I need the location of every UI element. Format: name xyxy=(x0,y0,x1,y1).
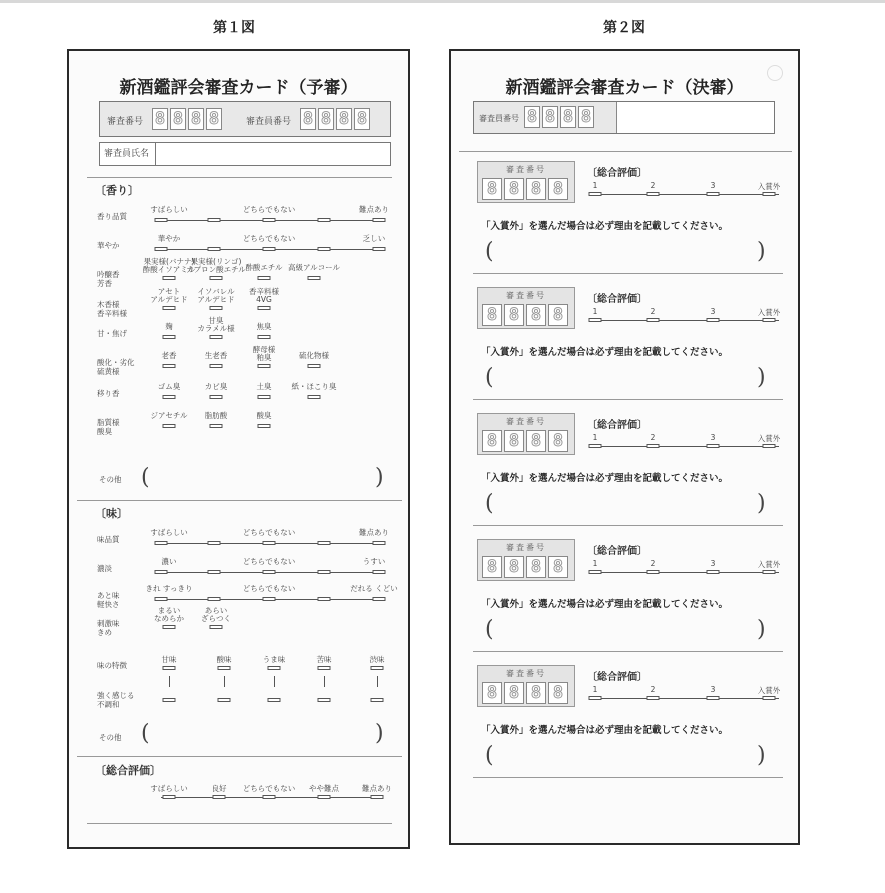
descriptor-label: 甘臭 カラメル様 xyxy=(197,316,235,333)
disharmony-checkbox[interactable] xyxy=(268,698,281,702)
digit-box[interactable]: 8 xyxy=(152,108,168,130)
descriptor-checkbox[interactable] xyxy=(163,424,176,428)
paren-close: ) xyxy=(375,465,384,490)
taste-feature-label: 酸味 xyxy=(216,655,232,664)
digit-box[interactable]: 8 xyxy=(482,682,502,704)
judge-number-digits[interactable] xyxy=(524,106,594,128)
rating-checkbox[interactable] xyxy=(208,570,221,574)
rating-checkbox[interactable] xyxy=(707,696,720,700)
scale-option-label: どちらでもない xyxy=(242,205,296,214)
descriptor-checkbox[interactable] xyxy=(210,625,223,629)
scale-number: 入賞外 xyxy=(757,308,781,317)
sample-number-label: 審査番号 xyxy=(506,165,546,174)
digit-box[interactable]: 8 xyxy=(560,106,576,128)
paren-close: ) xyxy=(757,365,766,390)
scale-option-label: 華やか xyxy=(157,234,181,243)
taste-feature-checkbox[interactable] xyxy=(268,666,281,670)
rating-checkbox[interactable] xyxy=(647,192,660,196)
sample-number-box xyxy=(477,539,575,581)
row-label: あと味 軽快さ xyxy=(97,591,120,609)
scale-number: 3 xyxy=(710,181,716,190)
descriptor-checkbox[interactable] xyxy=(163,395,176,399)
reason-instruction: 「入賞外」を選んだ場合は必ず理由を記載してください。 xyxy=(481,599,729,610)
row-label: 吟醸香 芳香 xyxy=(97,270,120,288)
aji-other-input[interactable] xyxy=(149,721,371,747)
row-label: 酸化・劣化 硫黄様 xyxy=(97,358,135,376)
reason-instruction: 「入賞外」を選んだ場合は必ず理由を記載してください。 xyxy=(481,725,729,736)
digit-box[interactable]: 8 xyxy=(482,304,502,326)
rating-checkbox[interactable] xyxy=(263,541,276,545)
card2-title: 新酒鑑評会審査カード（決審） xyxy=(505,78,744,98)
rating-checkbox[interactable] xyxy=(589,444,602,448)
row-label: 味の特徴 xyxy=(97,661,127,670)
reason-input[interactable] xyxy=(495,743,753,769)
rating-checkbox[interactable] xyxy=(318,597,331,601)
digit-box[interactable]: 8 xyxy=(548,430,568,452)
divider xyxy=(87,177,392,178)
rating-checkbox[interactable] xyxy=(263,597,276,601)
paren-open: ( xyxy=(141,465,150,490)
descriptor-checkbox[interactable] xyxy=(163,276,176,280)
disharmony-checkbox[interactable] xyxy=(218,698,231,702)
rating-scale-line xyxy=(591,698,779,699)
digit-box[interactable]: 8 xyxy=(542,106,558,128)
rating-checkbox[interactable] xyxy=(318,570,331,574)
digit-box[interactable]: 8 xyxy=(526,430,546,452)
descriptor-checkbox[interactable] xyxy=(258,395,271,399)
digit-box[interactable]: 8 xyxy=(482,556,502,578)
rating-checkbox[interactable] xyxy=(373,247,386,251)
disharmony-checkbox[interactable] xyxy=(371,698,384,702)
shinsain-number-digits[interactable] xyxy=(300,108,370,130)
divider xyxy=(473,399,783,400)
taste-feature-label: 甘味 xyxy=(161,655,177,664)
overall-checkbox[interactable] xyxy=(318,795,331,799)
preliminary-judging-card xyxy=(67,49,410,849)
digit-box[interactable]: 8 xyxy=(526,178,546,200)
paren-open: ( xyxy=(485,365,494,390)
shinsain-number-label: 審査員番号 xyxy=(479,114,519,123)
row-label: 甘・焦げ xyxy=(97,329,127,338)
aji-other-label: その他 xyxy=(99,733,122,742)
taste-feature-label: 渋味 xyxy=(369,655,385,664)
taste-feature-checkbox[interactable] xyxy=(163,666,176,670)
rating-checkbox[interactable] xyxy=(707,570,720,574)
digit-box[interactable]: 8 xyxy=(526,556,546,578)
descriptor-label: 生老香 xyxy=(204,351,228,360)
sample-number-box xyxy=(477,287,575,329)
descriptor-checkbox[interactable] xyxy=(210,364,223,368)
shinsa-number-label: 審査番号 xyxy=(107,117,144,127)
scale-number: 1 xyxy=(592,685,598,694)
descriptor-checkbox[interactable] xyxy=(210,335,223,339)
reason-input[interactable] xyxy=(495,239,753,265)
descriptor-label: 酵母様 粕臭 xyxy=(252,345,276,362)
scale-number: 入賞外 xyxy=(757,560,781,569)
descriptor-checkbox[interactable] xyxy=(163,306,176,310)
scale-option-label: どちらでもない xyxy=(242,557,296,566)
rating-checkbox[interactable] xyxy=(263,247,276,251)
rating-checkbox[interactable] xyxy=(208,597,221,601)
rating-checkbox[interactable] xyxy=(318,247,331,251)
digit-box[interactable]: 8 xyxy=(206,108,222,130)
rating-checkbox[interactable] xyxy=(763,318,776,322)
digit-box[interactable]: 8 xyxy=(300,108,316,130)
top-border xyxy=(0,0,885,3)
descriptor-label: 高級アルコール xyxy=(287,263,341,272)
row-label: 濃淡 xyxy=(97,564,112,573)
taste-feature-checkbox[interactable] xyxy=(318,666,331,670)
paren-close: ) xyxy=(757,743,766,768)
descriptor-checkbox[interactable] xyxy=(210,395,223,399)
judge-name-space[interactable] xyxy=(617,102,774,133)
scale-number: 2 xyxy=(650,685,656,694)
overall-option-label: どちらでもない xyxy=(242,784,296,793)
paren-open: ( xyxy=(141,721,150,746)
rating-checkbox[interactable] xyxy=(763,570,776,574)
sample-number-label: 審査番号 xyxy=(506,291,546,300)
descriptor-label: イソバレル アルデヒド xyxy=(197,287,235,304)
digit-box[interactable]: 8 xyxy=(482,430,502,452)
rating-checkbox[interactable] xyxy=(589,570,602,574)
connector-line xyxy=(274,676,275,687)
scale-number: 1 xyxy=(592,559,598,568)
rating-checkbox[interactable] xyxy=(373,570,386,574)
rating-checkbox[interactable] xyxy=(208,218,221,222)
overall-eval-title: 〔総合評価〕 xyxy=(587,294,647,305)
rating-checkbox[interactable] xyxy=(155,570,168,574)
descriptor-label: 果実様(バナナ) 酢酸イソアミル xyxy=(142,257,196,274)
figure2-caption: 第２図 xyxy=(603,20,645,36)
taste-feature-label: 苦味 xyxy=(316,655,332,664)
rating-checkbox[interactable] xyxy=(318,541,331,545)
row-label: 移り香 xyxy=(97,389,120,398)
connector-line xyxy=(169,676,170,687)
digit-box[interactable]: 8 xyxy=(354,108,370,130)
descriptor-label: 脂肪酸 xyxy=(204,411,228,420)
rating-checkbox[interactable] xyxy=(208,541,221,545)
disharmony-checkbox[interactable] xyxy=(163,698,176,702)
digit-box[interactable]: 8 xyxy=(526,682,546,704)
sample-number-digits[interactable] xyxy=(482,430,568,452)
digit-box[interactable]: 8 xyxy=(548,556,568,578)
rating-checkbox[interactable] xyxy=(208,247,221,251)
descriptor-label: 紙・ほこり臭 xyxy=(291,382,337,391)
rating-checkbox[interactable] xyxy=(647,318,660,322)
descriptor-label: ジアセチル xyxy=(150,411,188,420)
rating-checkbox[interactable] xyxy=(589,318,602,322)
connector-line xyxy=(377,676,378,687)
divider xyxy=(473,525,783,526)
digit-box[interactable]: 8 xyxy=(482,178,502,200)
rating-checkbox[interactable] xyxy=(373,218,386,222)
overall-eval-title: 〔総合評価〕 xyxy=(587,168,647,179)
scale-option-label: 濃い xyxy=(161,557,177,566)
scale-number: 3 xyxy=(710,559,716,568)
descriptor-checkbox[interactable] xyxy=(258,306,271,310)
digit-box[interactable]: 8 xyxy=(318,108,334,130)
descriptor-checkbox[interactable] xyxy=(258,276,271,280)
descriptor-label: 果実様(リンゴ) カプロン酸エチル xyxy=(186,257,246,274)
divider xyxy=(77,500,402,501)
rating-scale-line xyxy=(591,572,779,573)
row-label: 刺激味 きめ xyxy=(97,619,120,637)
sample-number-digits[interactable] xyxy=(482,178,568,200)
scale-number: 入賞外 xyxy=(757,182,781,191)
divider xyxy=(473,273,783,274)
descriptor-label: カビ臭 xyxy=(204,382,228,391)
paren-close: ) xyxy=(757,617,766,642)
digit-box[interactable]: 8 xyxy=(526,304,546,326)
digit-box[interactable]: 8 xyxy=(548,304,568,326)
scale-option-label: 乏しい xyxy=(362,234,386,243)
descriptor-checkbox[interactable] xyxy=(210,276,223,280)
rating-checkbox[interactable] xyxy=(373,541,386,545)
rating-checkbox[interactable] xyxy=(589,696,602,700)
descriptor-checkbox[interactable] xyxy=(308,364,321,368)
reason-input[interactable] xyxy=(495,617,753,643)
scale-option-label: すばらしい xyxy=(150,528,188,537)
taste-feature-checkbox[interactable] xyxy=(218,666,231,670)
scale-number: 1 xyxy=(592,433,598,442)
paren-close: ) xyxy=(757,239,766,264)
descriptor-label: 老香 xyxy=(161,351,177,360)
scale-number: 入賞外 xyxy=(757,686,781,695)
sample-number-box xyxy=(477,161,575,203)
paren-open: ( xyxy=(485,743,494,768)
row-label: 脂質様 酸臭 xyxy=(97,418,120,436)
reason-input[interactable] xyxy=(495,491,753,517)
scale-option-label: すばらしい xyxy=(150,205,188,214)
scale-option-label: うすい xyxy=(362,557,386,566)
sample-number-digits[interactable] xyxy=(482,556,568,578)
digit-box[interactable]: 8 xyxy=(504,682,524,704)
descriptor-checkbox[interactable] xyxy=(258,335,271,339)
kaori-other-input[interactable] xyxy=(149,465,371,491)
digit-box[interactable]: 8 xyxy=(336,108,352,130)
descriptor-checkbox[interactable] xyxy=(308,395,321,399)
rating-checkbox[interactable] xyxy=(589,192,602,196)
sample-number-box xyxy=(477,413,575,455)
kaori-section-title: 〔香り〕 xyxy=(95,184,139,197)
digit-box[interactable]: 8 xyxy=(504,304,524,326)
descriptor-checkbox[interactable] xyxy=(163,335,176,339)
rating-checkbox[interactable] xyxy=(373,597,386,601)
paren-open: ( xyxy=(485,617,494,642)
descriptor-label: ゴム臭 xyxy=(157,382,181,391)
digit-box[interactable]: 8 xyxy=(504,430,524,452)
overall-eval-title: 〔総合評価〕 xyxy=(587,672,647,683)
sample-number-label: 審査番号 xyxy=(506,543,546,552)
scale-number: 3 xyxy=(710,433,716,442)
scale-option-label: どちらでもない xyxy=(242,584,296,593)
scale-option-label: どちらでもない xyxy=(242,234,296,243)
overall-eval-title: 〔総合評価〕 xyxy=(587,420,647,431)
descriptor-checkbox[interactable] xyxy=(258,364,271,368)
descriptor-checkbox[interactable] xyxy=(210,424,223,428)
aji-section-title: 〔味〕 xyxy=(95,507,128,520)
rating-checkbox[interactable] xyxy=(763,444,776,448)
rating-checkbox[interactable] xyxy=(263,218,276,222)
rating-checkbox[interactable] xyxy=(647,570,660,574)
overall-checkbox[interactable] xyxy=(213,795,226,799)
taste-feature-checkbox[interactable] xyxy=(371,666,384,670)
scale-number: 1 xyxy=(592,181,598,190)
digit-box[interactable]: 8 xyxy=(548,682,568,704)
sample-number-digits[interactable] xyxy=(482,304,568,326)
rating-checkbox[interactable] xyxy=(647,444,660,448)
scale-number: 入賞外 xyxy=(757,434,781,443)
paren-open: ( xyxy=(485,491,494,516)
rating-checkbox[interactable] xyxy=(155,541,168,545)
row-label: 華やか xyxy=(97,241,120,250)
rating-checkbox[interactable] xyxy=(263,570,276,574)
reason-input[interactable] xyxy=(495,365,753,391)
rating-checkbox[interactable] xyxy=(155,597,168,601)
descriptor-label: あらい ざらつく xyxy=(201,606,231,623)
sample-number-box xyxy=(477,665,575,707)
sample-number-label: 審査番号 xyxy=(506,669,546,678)
rating-checkbox[interactable] xyxy=(318,218,331,222)
rating-checkbox[interactable] xyxy=(707,192,720,196)
sample-number-label: 審査番号 xyxy=(506,417,546,426)
divider xyxy=(473,777,783,778)
divider xyxy=(473,651,783,652)
rating-checkbox[interactable] xyxy=(707,318,720,322)
overall-option-label: やや難点 xyxy=(309,784,339,793)
descriptor-checkbox[interactable] xyxy=(163,625,176,629)
scale-option-label: 難点あり xyxy=(359,205,389,214)
judge-name-label: 審査員氏名 xyxy=(104,143,156,165)
row-label: 味品質 xyxy=(97,535,120,544)
connector-line xyxy=(324,676,325,687)
descriptor-label: 酢酸エチル xyxy=(245,263,283,272)
reason-instruction: 「入賞外」を選んだ場合は必ず理由を記載してください。 xyxy=(481,221,729,232)
divider xyxy=(77,756,402,757)
descriptor-checkbox[interactable] xyxy=(258,424,271,428)
descriptor-checkbox[interactable] xyxy=(163,364,176,368)
rating-checkbox[interactable] xyxy=(763,696,776,700)
digit-box[interactable]: 8 xyxy=(188,108,204,130)
shinsain-number-label: 審査員番号 xyxy=(246,117,292,127)
reason-instruction: 「入賞外」を選んだ場合は必ず理由を記載してください。 xyxy=(481,347,729,358)
row-label: 強く感じる 不調和 xyxy=(97,691,135,709)
rating-scale-line xyxy=(591,320,779,321)
digit-box[interactable]: 8 xyxy=(504,556,524,578)
digit-box[interactable]: 8 xyxy=(548,178,568,200)
descriptor-label: まるい なめらか xyxy=(154,606,184,623)
descriptor-label: 焦臭 xyxy=(256,322,272,331)
shinsa-number-digits[interactable] xyxy=(152,108,222,130)
overall-option-label: 難点あり xyxy=(362,784,392,793)
descriptor-label: 土臭 xyxy=(256,382,272,391)
rating-checkbox[interactable] xyxy=(155,247,168,251)
digit-box[interactable]: 8 xyxy=(578,106,594,128)
overall-eval-title: 〔総合評価〕 xyxy=(587,546,647,557)
descriptor-label: アセト アルデヒド xyxy=(150,287,188,304)
overall-option-label: 良好 xyxy=(211,784,227,793)
judge-number-row xyxy=(473,101,775,134)
overall-option-label: すばらしい xyxy=(150,784,188,793)
digit-box[interactable]: 8 xyxy=(170,108,186,130)
descriptor-label: 酸臭 xyxy=(256,411,272,420)
descriptor-label: 麹 xyxy=(165,322,173,331)
divider xyxy=(459,151,792,152)
scale-number: 2 xyxy=(650,307,656,316)
final-judging-card xyxy=(449,49,800,845)
digit-box[interactable]: 8 xyxy=(524,106,540,128)
overall-checkbox[interactable] xyxy=(163,795,176,799)
rating-checkbox[interactable] xyxy=(707,444,720,448)
overall-checkbox[interactable] xyxy=(371,795,384,799)
row-label: 木香様 香辛料様 xyxy=(97,300,127,318)
card1-title: 新酒鑑評会審査カード（予審） xyxy=(119,78,358,98)
taste-feature-label: うま味 xyxy=(262,655,286,664)
sample-number-digits[interactable] xyxy=(482,682,568,704)
connector-line xyxy=(224,676,225,687)
scale-number: 2 xyxy=(650,433,656,442)
paren-close: ) xyxy=(375,721,384,746)
rating-checkbox[interactable] xyxy=(155,218,168,222)
reason-instruction: 「入賞外」を選んだ場合は必ず理由を記載してください。 xyxy=(481,473,729,484)
sogo-section-title: 〔総合評価〕 xyxy=(95,764,161,777)
rating-scale-line xyxy=(591,194,779,195)
kaori-other-label: その他 xyxy=(99,475,122,484)
scale-number: 1 xyxy=(592,307,598,316)
descriptor-label: 香辛料様 4VG xyxy=(249,287,279,304)
number-row xyxy=(99,101,391,137)
scale-number: 3 xyxy=(710,307,716,316)
scale-option-label: きれ すっきり xyxy=(145,584,193,593)
scale-number: 2 xyxy=(650,181,656,190)
divider xyxy=(87,823,392,824)
descriptor-checkbox[interactable] xyxy=(308,276,321,280)
paren-open: ( xyxy=(485,239,494,264)
descriptor-checkbox[interactable] xyxy=(210,306,223,310)
scale-number: 2 xyxy=(650,559,656,568)
scale-option-label: だれる くどい xyxy=(350,584,398,593)
disharmony-checkbox[interactable] xyxy=(318,698,331,702)
figure1-caption: 第１図 xyxy=(213,20,255,36)
scale-option-label: どちらでもない xyxy=(242,528,296,537)
descriptor-label: 硫化物様 xyxy=(299,351,329,360)
rating-checkbox[interactable] xyxy=(647,696,660,700)
scale-number: 3 xyxy=(710,685,716,694)
rating-checkbox[interactable] xyxy=(763,192,776,196)
scale-option-label: 難点あり xyxy=(359,528,389,537)
overall-checkbox[interactable] xyxy=(263,795,276,799)
digit-box[interactable]: 8 xyxy=(504,178,524,200)
row-label: 香り品質 xyxy=(97,212,127,221)
paren-close: ) xyxy=(757,491,766,516)
judge-name-field[interactable] xyxy=(99,142,391,166)
rating-scale-line xyxy=(591,446,779,447)
